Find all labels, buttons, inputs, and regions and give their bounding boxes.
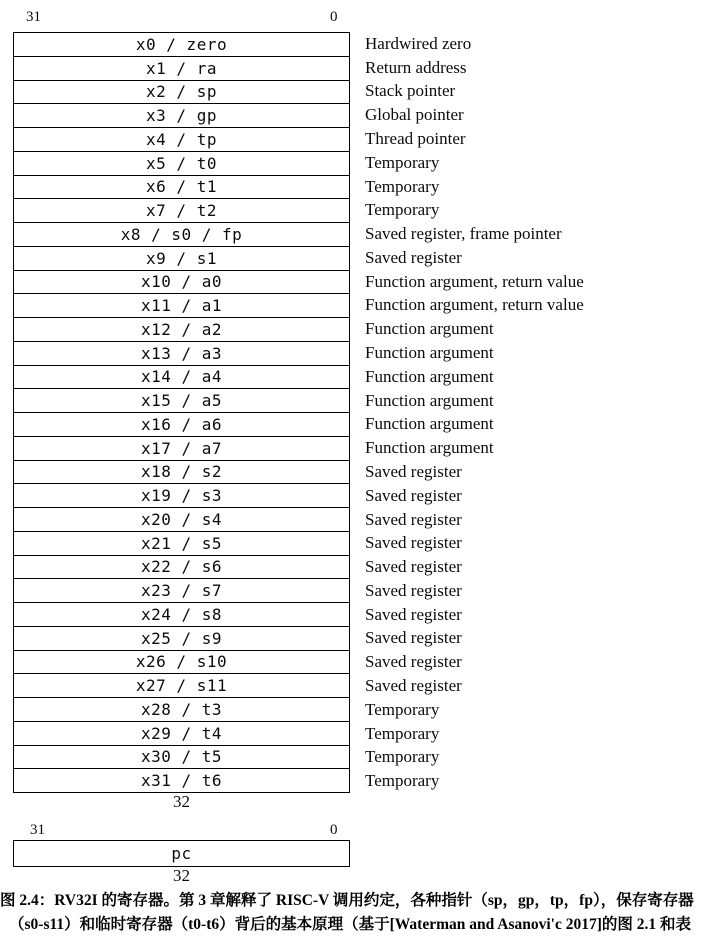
register-description: Saved register xyxy=(365,533,462,553)
register-cell: x31 / t6 xyxy=(140,771,223,791)
register-cell: x22 / s6 xyxy=(14,556,349,580)
figure-caption-line1: 图 2.4：RV32I 的寄存器。第 3 章解释了 RISC-V 调用约定，各种指针（sp，gp，tp，fp），保存寄存器 xyxy=(0,892,694,909)
register-cell: x8 / s0 / fp xyxy=(14,223,349,247)
register-description: Hardwired zero xyxy=(365,33,472,53)
pc-table-bit-label-0: 0 xyxy=(330,822,338,838)
register-cell: x0 / zero xyxy=(14,33,349,57)
register-description: Function argument xyxy=(365,343,494,363)
register-description: Function argument xyxy=(365,414,494,434)
register-cell: x18 / s2 xyxy=(14,461,349,485)
register-cell: x30 / t5 xyxy=(14,746,349,770)
register-cell: x27 / s11 xyxy=(14,674,349,698)
register-cell: x20 / s4 xyxy=(14,508,349,532)
register-cell: x9 / s1 xyxy=(14,247,349,271)
register-description: Temporary xyxy=(365,200,440,220)
register-cell: x4 / tp xyxy=(14,128,349,152)
register-description-column xyxy=(365,32,723,793)
register-description: Function argument xyxy=(365,390,494,410)
register-description: Temporary xyxy=(365,747,440,767)
register-cell: x16 / a6 xyxy=(14,413,349,437)
main-table-bit-label-31: 31 xyxy=(26,9,41,25)
register-description: Temporary xyxy=(365,723,440,743)
register-cell: x23 / s7 xyxy=(14,579,349,603)
register-cell: x17 / a7 xyxy=(14,437,349,461)
register-cell: x21 / s5 xyxy=(14,532,349,556)
register-description: Saved register xyxy=(365,628,462,648)
register-description: Temporary xyxy=(365,699,440,719)
register-cell: x5 / t0 xyxy=(14,152,349,176)
register-cell: x24 / s8 xyxy=(14,603,349,627)
register-description: Temporary xyxy=(365,152,440,172)
register-cell: x25 / s9 xyxy=(14,627,349,651)
pc-table-bit-label-31: 31 xyxy=(30,822,45,838)
register-cell: x12 / a2 xyxy=(14,318,349,342)
pc-table-width-label: 32 xyxy=(173,866,190,885)
register-description: Function argument xyxy=(365,438,494,458)
register-table xyxy=(13,32,350,793)
register-cell: x19 / s3 xyxy=(14,484,349,508)
register-description: Saved register xyxy=(365,675,462,695)
register-cell: x6 / t1 xyxy=(14,176,349,200)
register-cell: x3 / gp xyxy=(14,104,349,128)
register-description: Saved register xyxy=(365,461,462,481)
main-table-bit-label-0: 0 xyxy=(330,9,338,25)
register-description: Function argument, return value xyxy=(365,271,584,291)
pc-register-cell: pc xyxy=(13,840,350,867)
register-cell: x2 / sp xyxy=(14,81,349,105)
main-table-width-label: 32 xyxy=(173,792,190,811)
register-description: Saved register xyxy=(365,557,462,577)
register-description: Saved register xyxy=(365,485,462,505)
register-description: Thread pointer xyxy=(365,129,466,149)
register-cell: x29 / t4 xyxy=(14,722,349,746)
register-cell: x28 / t3 xyxy=(14,698,349,722)
register-description: Function argument, return value xyxy=(365,295,584,315)
register-description: Function argument xyxy=(365,319,494,339)
register-description: Saved register xyxy=(365,247,462,267)
register-cell: x11 / a1 xyxy=(14,294,349,318)
register-description: Stack pointer xyxy=(365,81,456,101)
register-description: Saved register xyxy=(365,509,462,529)
register-description: Saved register xyxy=(365,580,462,600)
register-description: Return address xyxy=(365,57,467,77)
register-cell: x7 / t2 xyxy=(14,199,349,223)
register-cell: x14 / a4 xyxy=(14,366,349,390)
register-cell: x13 / a3 xyxy=(14,342,349,366)
register-cell: x26 / s10 xyxy=(14,651,349,675)
figure-caption-line2: （s0-s11）和临时寄存器（t0-t6）背后的基本原理（基于[Waterman and Asanovi'c 2017]的图 2.1 和表 xyxy=(9,916,692,933)
register-description: Saved register, frame pointer xyxy=(365,224,562,244)
register-cell: x15 / a5 xyxy=(14,389,349,413)
register-description: Saved register xyxy=(365,652,462,672)
register-description: Function argument xyxy=(365,366,494,386)
figure-caption xyxy=(0,889,724,937)
register-description: Global pointer xyxy=(365,105,464,125)
register-description: Temporary xyxy=(365,176,440,196)
register-description: Temporary xyxy=(365,771,440,791)
register-description: Saved register xyxy=(365,604,462,624)
register-cell: x1 / ra xyxy=(14,57,349,81)
register-cell: x10 / a0 xyxy=(14,271,349,295)
